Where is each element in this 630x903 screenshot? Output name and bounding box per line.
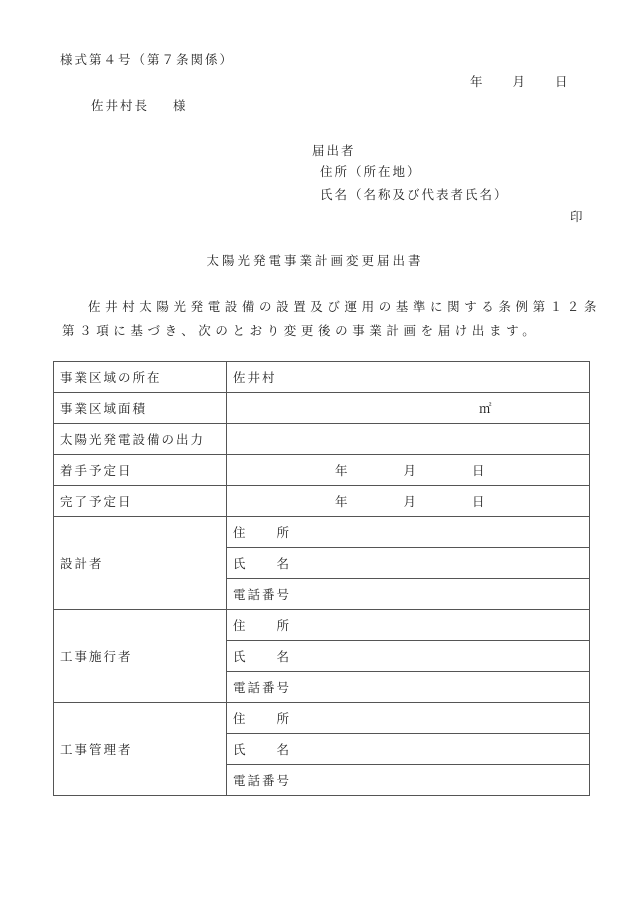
contractor-address[interactable]: 住 所 <box>227 610 590 641</box>
notifier-label: 届出者 <box>312 143 356 158</box>
location-value[interactable]: 佐井村 <box>227 362 590 393</box>
table-row <box>54 486 590 517</box>
end-month-label: 月 <box>403 494 419 509</box>
table-row <box>54 424 590 455</box>
designer-name[interactable]: 氏 名 <box>227 548 590 579</box>
start-date-cell[interactable] <box>227 455 590 486</box>
notifier-name-label: 氏名（名称及び代表者氏名） <box>320 187 509 202</box>
business-plan-table <box>53 361 590 796</box>
end-day-label: 日 <box>472 494 487 509</box>
area-value-cell[interactable] <box>227 393 590 424</box>
end-date-cell[interactable] <box>227 486 590 517</box>
addressee: 佐井村長 様 <box>91 98 188 113</box>
end-date-label: 完了予定日 <box>54 486 227 517</box>
seal-label: 印 <box>570 209 585 224</box>
end-year-label: 年 <box>335 494 350 509</box>
contractor-name[interactable]: 氏 名 <box>227 641 590 672</box>
table-row <box>54 362 590 393</box>
table-row <box>54 393 590 424</box>
table-row <box>54 703 590 734</box>
contractor-phone[interactable]: 電話番号 <box>227 672 590 703</box>
notifier-address-label: 住所（所在地） <box>320 164 422 179</box>
location-label: 事業区域の所在 <box>54 362 227 393</box>
form-number: 様式第４号（第７条関係） <box>60 52 235 67</box>
supervisor-phone[interactable]: 電話番号 <box>227 765 590 796</box>
start-month-label: 月 <box>403 463 419 478</box>
table-row <box>54 610 590 641</box>
start-day-label: 日 <box>472 463 487 478</box>
contractor-label: 工事施行者 <box>54 610 227 703</box>
date-line: 年 月 日 <box>470 74 570 89</box>
supervisor-address[interactable]: 住 所 <box>227 703 590 734</box>
area-label: 事業区域面積 <box>54 393 227 424</box>
document-title: 太陽光発電事業計画変更届出書 <box>206 253 424 268</box>
start-year-label: 年 <box>335 463 350 478</box>
output-value-cell[interactable] <box>227 424 590 455</box>
table-row <box>54 455 590 486</box>
table-row <box>54 517 590 548</box>
area-unit: ㎡ <box>479 401 494 416</box>
designer-phone[interactable]: 電話番号 <box>227 579 590 610</box>
supervisor-name[interactable]: 氏 名 <box>227 734 590 765</box>
designer-address[interactable]: 住 所 <box>227 517 590 548</box>
output-label: 太陽光発電設備の出力 <box>54 424 227 455</box>
designer-label: 設計者 <box>54 517 227 610</box>
body-text: 佐井村太陽光発電設備の設置及び運用の基準に関する条例第１２条第３項に基づき、次のとおり変更後の事業計画を届け出ます。 <box>62 299 602 338</box>
start-date-label: 着手予定日 <box>54 455 227 486</box>
supervisor-label: 工事管理者 <box>54 703 227 796</box>
